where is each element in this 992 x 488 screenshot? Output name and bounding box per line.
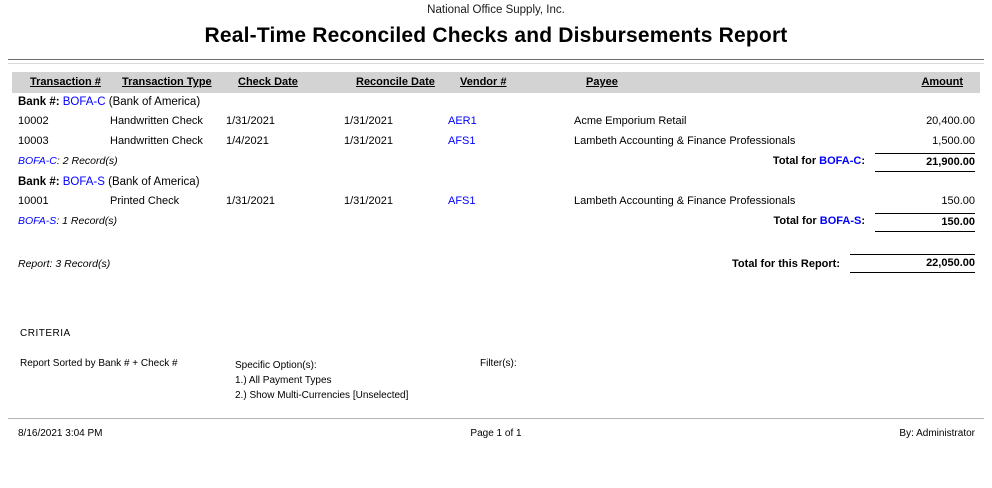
cell-vendor-link[interactable]: AFS1 bbox=[448, 135, 476, 147]
table-row bbox=[0, 195, 992, 211]
cell-vendor-link[interactable]: AER1 bbox=[448, 115, 477, 127]
bank-header-text bbox=[18, 96, 200, 108]
column-header-amount[interactable]: Amount bbox=[921, 76, 963, 88]
table-row bbox=[0, 115, 992, 131]
bank-group-header bbox=[0, 176, 992, 192]
cell-reconcile-date: 1/31/2021 bbox=[344, 195, 393, 207]
cell-check-date: 1/4/2021 bbox=[226, 135, 269, 147]
cell-check-date: 1/31/2021 bbox=[226, 195, 275, 207]
company-name: National Office Supply, Inc. bbox=[427, 4, 565, 16]
specific-option-2: 2.) Show Multi-Currencies [Unselected] bbox=[235, 390, 409, 401]
cell-vendor-link[interactable]: AFS1 bbox=[448, 195, 476, 207]
bank-label: Bank #: bbox=[18, 176, 60, 188]
report-record-count: Report: 3 Record(s) bbox=[18, 258, 111, 270]
group-record-suffix: : 1 Record(s) bbox=[56, 215, 117, 227]
group-total-prefix: Total for bbox=[773, 215, 820, 227]
cell-type: Handwritten Check bbox=[110, 115, 203, 127]
group-record-bank-code[interactable]: BOFA-C bbox=[18, 155, 57, 167]
criteria-heading: CRITERIA bbox=[20, 328, 71, 339]
cell-amount: 150.00 bbox=[941, 195, 975, 207]
page-footer bbox=[0, 428, 992, 442]
column-header-vendor[interactable]: Vendor # bbox=[460, 76, 507, 88]
cell-amount: 1,500.00 bbox=[932, 135, 975, 147]
group-total-bank-code[interactable]: BOFA-S bbox=[819, 215, 862, 227]
bank-name: (Bank of America) bbox=[108, 176, 200, 188]
column-header-check-date[interactable]: Check Date bbox=[238, 76, 298, 88]
cell-transaction: 10001 bbox=[18, 195, 49, 207]
group-record-suffix: : 2 Record(s) bbox=[56, 155, 118, 167]
cell-check-date: 1/31/2021 bbox=[226, 115, 275, 127]
group-total-amount: 21,900.00 bbox=[875, 153, 975, 172]
group-total-colon: : bbox=[861, 155, 865, 167]
cell-type: Handwritten Check bbox=[110, 135, 203, 147]
title-divider bbox=[8, 59, 984, 64]
group-footer bbox=[0, 213, 992, 233]
cell-type: Printed Check bbox=[110, 195, 180, 207]
cell-payee: Lambeth Accounting & Finance Professionals bbox=[574, 195, 796, 207]
column-header-transaction[interactable]: Transaction # bbox=[30, 76, 101, 88]
criteria-specific-options bbox=[235, 358, 408, 403]
footer-page-number: Page 1 of 1 bbox=[470, 428, 522, 439]
footer-divider bbox=[8, 418, 984, 419]
criteria-filters-label: Filter(s): bbox=[480, 358, 517, 369]
cell-payee: Lambeth Accounting & Finance Professionals bbox=[574, 135, 796, 147]
bank-group-header bbox=[0, 96, 992, 112]
criteria-sorted-by: Report Sorted by Bank # + Check # bbox=[20, 358, 178, 369]
group-total-label bbox=[774, 215, 865, 227]
column-header-reconcile-date[interactable]: Reconcile Date bbox=[356, 76, 435, 88]
cell-reconcile-date: 1/31/2021 bbox=[344, 115, 393, 127]
group-record-count bbox=[18, 155, 118, 167]
bank-header-text bbox=[18, 176, 200, 188]
group-total-label bbox=[773, 155, 865, 167]
table-row bbox=[0, 135, 992, 151]
bank-code-link[interactable]: BOFA-S bbox=[62, 176, 105, 188]
report-title: Real-Time Reconciled Checks and Disbursements Report bbox=[204, 24, 788, 47]
group-total-bank-code[interactable]: BOFA-C bbox=[819, 155, 862, 167]
group-record-count bbox=[18, 215, 117, 227]
group-total-amount: 150.00 bbox=[875, 213, 975, 232]
cell-payee: Acme Emporium Retail bbox=[574, 115, 687, 127]
footer-author: By: Administrator bbox=[899, 428, 975, 439]
cell-amount: 20,400.00 bbox=[926, 115, 975, 127]
group-total-colon: : bbox=[861, 215, 865, 227]
bank-name: (Bank of America) bbox=[108, 96, 201, 108]
group-footer bbox=[0, 153, 992, 173]
specific-option-1: 1.) All Payment Types bbox=[235, 375, 332, 386]
bank-code-link[interactable]: BOFA-C bbox=[62, 96, 106, 108]
group-total-prefix: Total for bbox=[772, 155, 820, 167]
cell-transaction: 10003 bbox=[18, 135, 49, 147]
column-header-band bbox=[12, 72, 980, 93]
group-record-bank-code[interactable]: BOFA-S bbox=[18, 215, 57, 227]
specific-options-label: Specific Option(s): bbox=[235, 360, 317, 371]
footer-datetime: 8/16/2021 3:04 PM bbox=[18, 428, 103, 439]
column-header-type[interactable]: Transaction Type bbox=[122, 76, 212, 88]
report-summary bbox=[0, 254, 992, 276]
column-header-payee[interactable]: Payee bbox=[586, 76, 618, 88]
bank-label: Bank #: bbox=[18, 96, 60, 108]
cell-transaction: 10002 bbox=[18, 115, 49, 127]
cell-reconcile-date: 1/31/2021 bbox=[344, 135, 393, 147]
report-total-amount: 22,050.00 bbox=[850, 254, 975, 273]
report-total-label: Total for this Report: bbox=[732, 258, 840, 270]
